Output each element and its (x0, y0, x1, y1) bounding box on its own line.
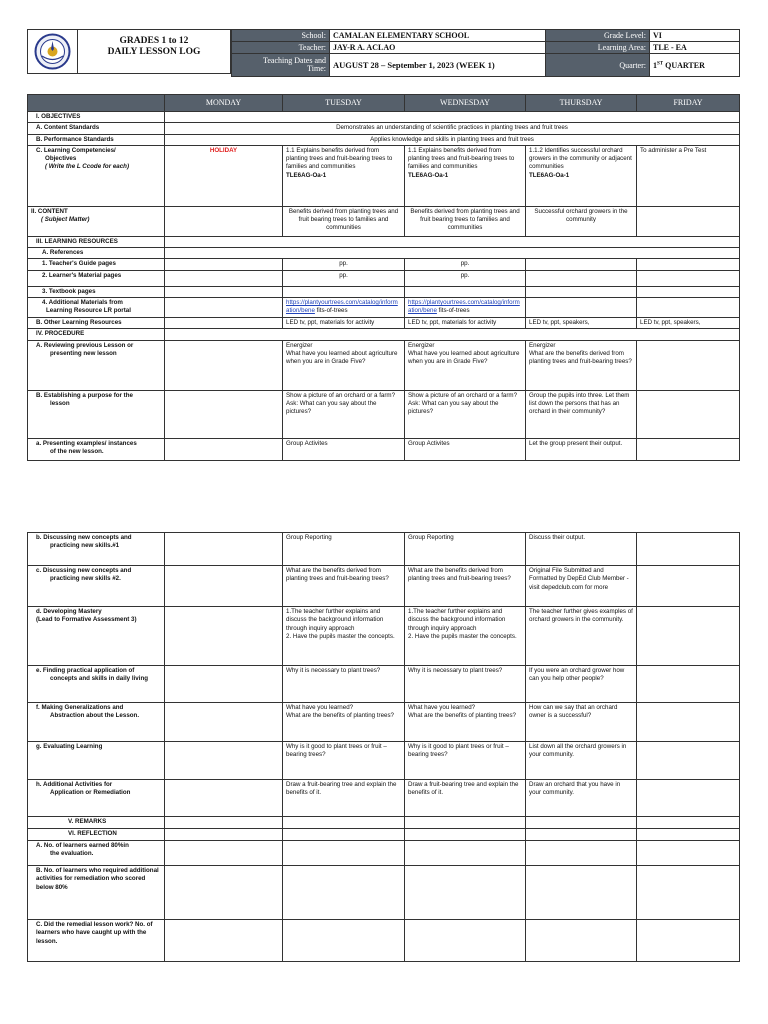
reviewing-lesson-label: A. Reviewing previous Lesson or presenting new lesson (28, 340, 165, 390)
purpose-label: B. Establishing a purpose for the lesson (28, 390, 165, 438)
thursday-mastery: The teacher further gives examples of orchard growers in the community. (526, 607, 637, 666)
thursday-competency: 1.1.2 Identifies successful orchard growers in the community or adjacent communities TLE6AG-Oa-1 (526, 145, 637, 206)
thursday-discussing-2: Original File Submitted and Formatted by DepEd Club Member - visit depedclub.com for more (526, 566, 637, 607)
evaluating-learning-label: g. Evaluating Learning (28, 742, 165, 780)
thursday-review: Energizer What are the benefits derived from planting trees and fruit-bearing trees? (526, 340, 637, 390)
empty-cell (405, 829, 526, 841)
empty-cell (526, 866, 637, 920)
wednesday-additional: Draw a fruit-bearing tree and explain the benefits of it. (405, 780, 526, 817)
seal-icon (28, 30, 77, 73)
remarks-heading: V. REMARKS (28, 817, 165, 829)
tuesday-tg-pages: pp. (283, 259, 405, 270)
empty-cell (526, 829, 637, 841)
tuesday-purpose: Show a picture of an orchard or a farm? Ask: What can you say about the pictures? (283, 390, 405, 438)
empty-cell (637, 666, 740, 703)
empty-cell (165, 829, 283, 841)
corner-header (28, 95, 165, 112)
other-resources-label: B. Other Learning Resources (28, 318, 165, 329)
empty-cell (165, 742, 283, 780)
empty-cell (283, 920, 405, 962)
tuesday-generalization: What have you learned? What are the benefits of planting trees? (283, 703, 405, 742)
empty-cell (637, 286, 740, 297)
textbook-label: 3. Textbook pages (28, 286, 165, 297)
wednesday-discussing-1: Group Reporting (405, 533, 526, 566)
additional-activities-label: h. Additional Activities for Application or Remediation (28, 780, 165, 817)
empty-cell (637, 340, 740, 390)
learners-material-label: 2. Learner's Material pages (28, 270, 165, 286)
thursday-generalization: How can we say that an orchard owner is a successful? (526, 703, 637, 742)
lesson-table-part-1 (27, 94, 740, 461)
empty-cell (165, 270, 283, 286)
school-label: School: (232, 30, 330, 42)
wednesday-application: Why it is necessary to plant trees? (405, 666, 526, 703)
day-header-row (28, 95, 740, 112)
empty-cell (165, 236, 740, 247)
empty-cell (165, 259, 283, 270)
empty-cell (165, 866, 283, 920)
wednesday-tg-pages: pp. (405, 259, 526, 270)
empty-cell (526, 841, 637, 866)
generalizations-label: f. Making Generalizations and Abstraction about the Lesson. (28, 703, 165, 742)
empty-cell (165, 206, 283, 236)
empty-cell (165, 340, 283, 390)
tuesday-mastery: 1.The teacher further explains and discuss the background information through inquiry approach 2. Have the pupils master the concepts. (283, 607, 405, 666)
empty-cell (165, 817, 283, 829)
day-header-wednesday: WEDNESDAY (405, 95, 526, 112)
empty-cell (637, 438, 740, 460)
empty-cell (165, 566, 283, 607)
title-line-1: GRADES 1 to 12 (119, 36, 189, 46)
discussing-concepts-2-label: c. Discussing new concepts and practicing new skills #2. (28, 566, 165, 607)
tuesday-additional: Draw a fruit-bearing tree and explain the benefits of it. (283, 780, 405, 817)
empty-cell (637, 866, 740, 920)
grade-label: Grade Level: (546, 30, 650, 42)
empty-cell (405, 817, 526, 829)
empty-cell (526, 270, 637, 286)
empty-cell (283, 841, 405, 866)
school-value: CAMALAN ELEMENTARY SCHOOL (330, 30, 546, 42)
procedure-heading: IV. PROCEDURE (28, 329, 165, 340)
tuesday-discussing-2: What are the benefits derived from planting trees and fruit-bearing trees? (283, 566, 405, 607)
empty-cell (165, 780, 283, 817)
thursday-examples: Let the group present their output. (526, 438, 637, 460)
remedial-lesson-label: C. Did the remedial lesson work? No. of learners who have caught up with the lesson. (28, 920, 165, 962)
thursday-evaluation: List down all the orchard growers in your community. (526, 742, 637, 780)
learners-80-label: A. No. of learners earned 80%in the evaluation. (28, 841, 165, 866)
wednesday-purpose: Show a picture of an orchard or a farm? Ask: What can you say about the pictures? (405, 390, 526, 438)
empty-cell (405, 920, 526, 962)
wednesday-discussing-2: What are the benefits derived from planting trees and fruit-bearing trees? (405, 566, 526, 607)
empty-cell (637, 841, 740, 866)
empty-cell (165, 112, 740, 123)
performance-standards-label: B. Performance Standards (28, 134, 165, 145)
empty-cell (165, 533, 283, 566)
dates-value: AUGUST 28 – September 1, 2023 (WEEK 1) (330, 54, 546, 77)
learning-resources-heading: III. LEARNING RESOURCES (28, 236, 165, 247)
empty-cell (526, 298, 637, 318)
wednesday-examples: Group Activites (405, 438, 526, 460)
empty-cell (637, 206, 740, 236)
empty-cell (165, 298, 283, 318)
empty-cell (405, 286, 526, 297)
empty-cell (165, 920, 283, 962)
tuesday-other-resources: LED tv, ppt, materials for activity (283, 318, 405, 329)
grade-value: VI (650, 30, 740, 42)
empty-cell (526, 920, 637, 962)
quarter-label: Quarter: (546, 54, 650, 77)
empty-cell (283, 829, 405, 841)
tuesday-materials: https://plantyourtrees.com/catalog/information/bene fits-of-trees (283, 298, 405, 318)
wednesday-competency: 1.1 Explains benefits derived from planting trees and fruit-bearing trees to families and communities TLE6AG-Oa-1 (405, 145, 526, 206)
resource-link[interactable]: https://plantyourtrees.com/catalog/information/bene (286, 299, 398, 315)
empty-cell (165, 390, 283, 438)
objectives-heading: I. OBJECTIVES (28, 112, 165, 123)
lesson-table-part-2 (27, 532, 740, 962)
empty-cell (165, 318, 283, 329)
performance-standards-value: Applies knowledge and skills in planting trees and fruit trees (165, 134, 740, 145)
empty-cell (637, 270, 740, 286)
teacher-value: JAY-R A. ACLAO (330, 42, 546, 54)
thursday-content: Successful orchard growers in the community (526, 206, 637, 236)
remediation-learners-label: B. No. of learners who required additional activities for remediation who scored below 80% (28, 866, 165, 920)
resource-link[interactable]: https://plantyourtrees.com/catalog/information/bene (408, 299, 520, 315)
day-header-monday: MONDAY (165, 95, 283, 112)
day-header-tuesday: TUESDAY (283, 95, 405, 112)
competencies-label: C. Learning Competencies/ Objectives ( Write the L Ccode for each) (28, 145, 165, 206)
empty-cell (165, 438, 283, 460)
teachers-guide-label: 1. Teacher's Guide pages (28, 259, 165, 270)
tuesday-lm-pages: pp. (283, 270, 405, 286)
empty-cell (283, 866, 405, 920)
wednesday-mastery: 1.The teacher further explains and discuss the background information through inquiry approach 2. Have the pupils master the concepts. (405, 607, 526, 666)
developing-mastery-label: d. Developing Mastery (Lead to Formative Assessment 3) (28, 607, 165, 666)
tuesday-application: Why it is necessary to plant trees? (283, 666, 405, 703)
title-line-2: DAILY LESSON LOG (107, 47, 201, 57)
wednesday-generalization: What have you learned? What are the benefits of planting trees? (405, 703, 526, 742)
empty-cell (165, 286, 283, 297)
day-header-thursday: THURSDAY (526, 95, 637, 112)
empty-cell (637, 607, 740, 666)
empty-cell (165, 841, 283, 866)
dates-label: Teaching Dates and Time: (232, 54, 330, 77)
empty-cell (283, 817, 405, 829)
wednesday-lm-pages: pp. (405, 270, 526, 286)
day-header-friday: FRIDAY (637, 95, 740, 112)
tuesday-examples: Group Activites (283, 438, 405, 460)
thursday-additional: Draw an orchard that you have in your community. (526, 780, 637, 817)
empty-cell (283, 286, 405, 297)
empty-cell (637, 533, 740, 566)
teacher-label: Teacher: (232, 42, 330, 54)
additional-materials-label: 4. Additional Materials from Learning Resource LR portal (28, 298, 165, 318)
empty-cell (526, 259, 637, 270)
monday-holiday: HOLIDAY (165, 145, 283, 206)
tuesday-review: Energizer What have you learned about agriculture when you are in Grade Five? (283, 340, 405, 390)
empty-cell (637, 703, 740, 742)
deped-seal-logo (27, 29, 78, 74)
empty-cell (165, 703, 283, 742)
thursday-application: If you were an orchard grower how can you help other people? (526, 666, 637, 703)
empty-cell (637, 566, 740, 607)
wednesday-review: Energizer What have you learned about agriculture when you are in Grade Five? (405, 340, 526, 390)
friday-competency: To administer a Pre Test (637, 145, 740, 206)
tuesday-discussing-1: Group Reporting (283, 533, 405, 566)
thursday-other-resources: LED tv, ppt, speakers, (526, 318, 637, 329)
wednesday-evaluation: Why is it good to plant trees or fruit –bearing trees? (405, 742, 526, 780)
presenting-examples-label: a. Presenting examples/ instances of the new lesson. (28, 438, 165, 460)
empty-cell (637, 259, 740, 270)
friday-other-resources: LED tv, ppt, speakers, (637, 318, 740, 329)
log-title (78, 29, 231, 74)
empty-cell (165, 329, 740, 340)
tuesday-content: Benefits derived from planting trees and fruit bearing trees to families and communities (283, 206, 405, 236)
empty-cell (165, 248, 740, 259)
empty-cell (637, 817, 740, 829)
content-standards-label: A. Content Standards (28, 123, 165, 134)
empty-cell (165, 607, 283, 666)
content-standards-value: Demonstrates an understanding of scientific practices in planting trees and fruit trees (165, 123, 740, 134)
wednesday-materials: https://plantyourtrees.com/catalog/information/bene fits-of-trees (405, 298, 526, 318)
discussing-concepts-1-label: b. Discussing new concepts and practicing new skills.#1 (28, 533, 165, 566)
reflection-heading: VI. REFLECTION (28, 829, 165, 841)
wednesday-other-resources: LED tv, ppt, materials for activity (405, 318, 526, 329)
thursday-purpose: Group the pupils into three. Let them list down the persons that has an orchard in their community? (526, 390, 637, 438)
area-label: Learning Area: (546, 42, 650, 54)
empty-cell (637, 390, 740, 438)
empty-cell (405, 841, 526, 866)
references-label: A. References (28, 248, 165, 259)
quarter-value: 1ST QUARTER (650, 54, 740, 77)
wednesday-content: Benefits derived from planting trees and fruit bearing trees to families and communities (405, 206, 526, 236)
empty-cell (526, 817, 637, 829)
tuesday-competency: 1.1 Explains benefits derived from planting trees and fruit-bearing trees to families and communities TLE6AG-Oa-1 (283, 145, 405, 206)
content-label: II. CONTENT ( Subject Matter) (28, 206, 165, 236)
header (27, 29, 739, 76)
header-info-table (231, 29, 740, 77)
empty-cell (637, 780, 740, 817)
empty-cell (405, 866, 526, 920)
empty-cell (637, 920, 740, 962)
empty-cell (165, 666, 283, 703)
empty-cell (637, 742, 740, 780)
empty-cell (637, 829, 740, 841)
practical-application-label: e. Finding practical application of concepts and skills in daily living (28, 666, 165, 703)
tuesday-evaluation: Why is it good to plant trees or fruit –bearing trees? (283, 742, 405, 780)
empty-cell (637, 298, 740, 318)
area-value: TLE - EA (650, 42, 740, 54)
empty-cell (526, 286, 637, 297)
thursday-discussing-1: Discuss their output. (526, 533, 637, 566)
